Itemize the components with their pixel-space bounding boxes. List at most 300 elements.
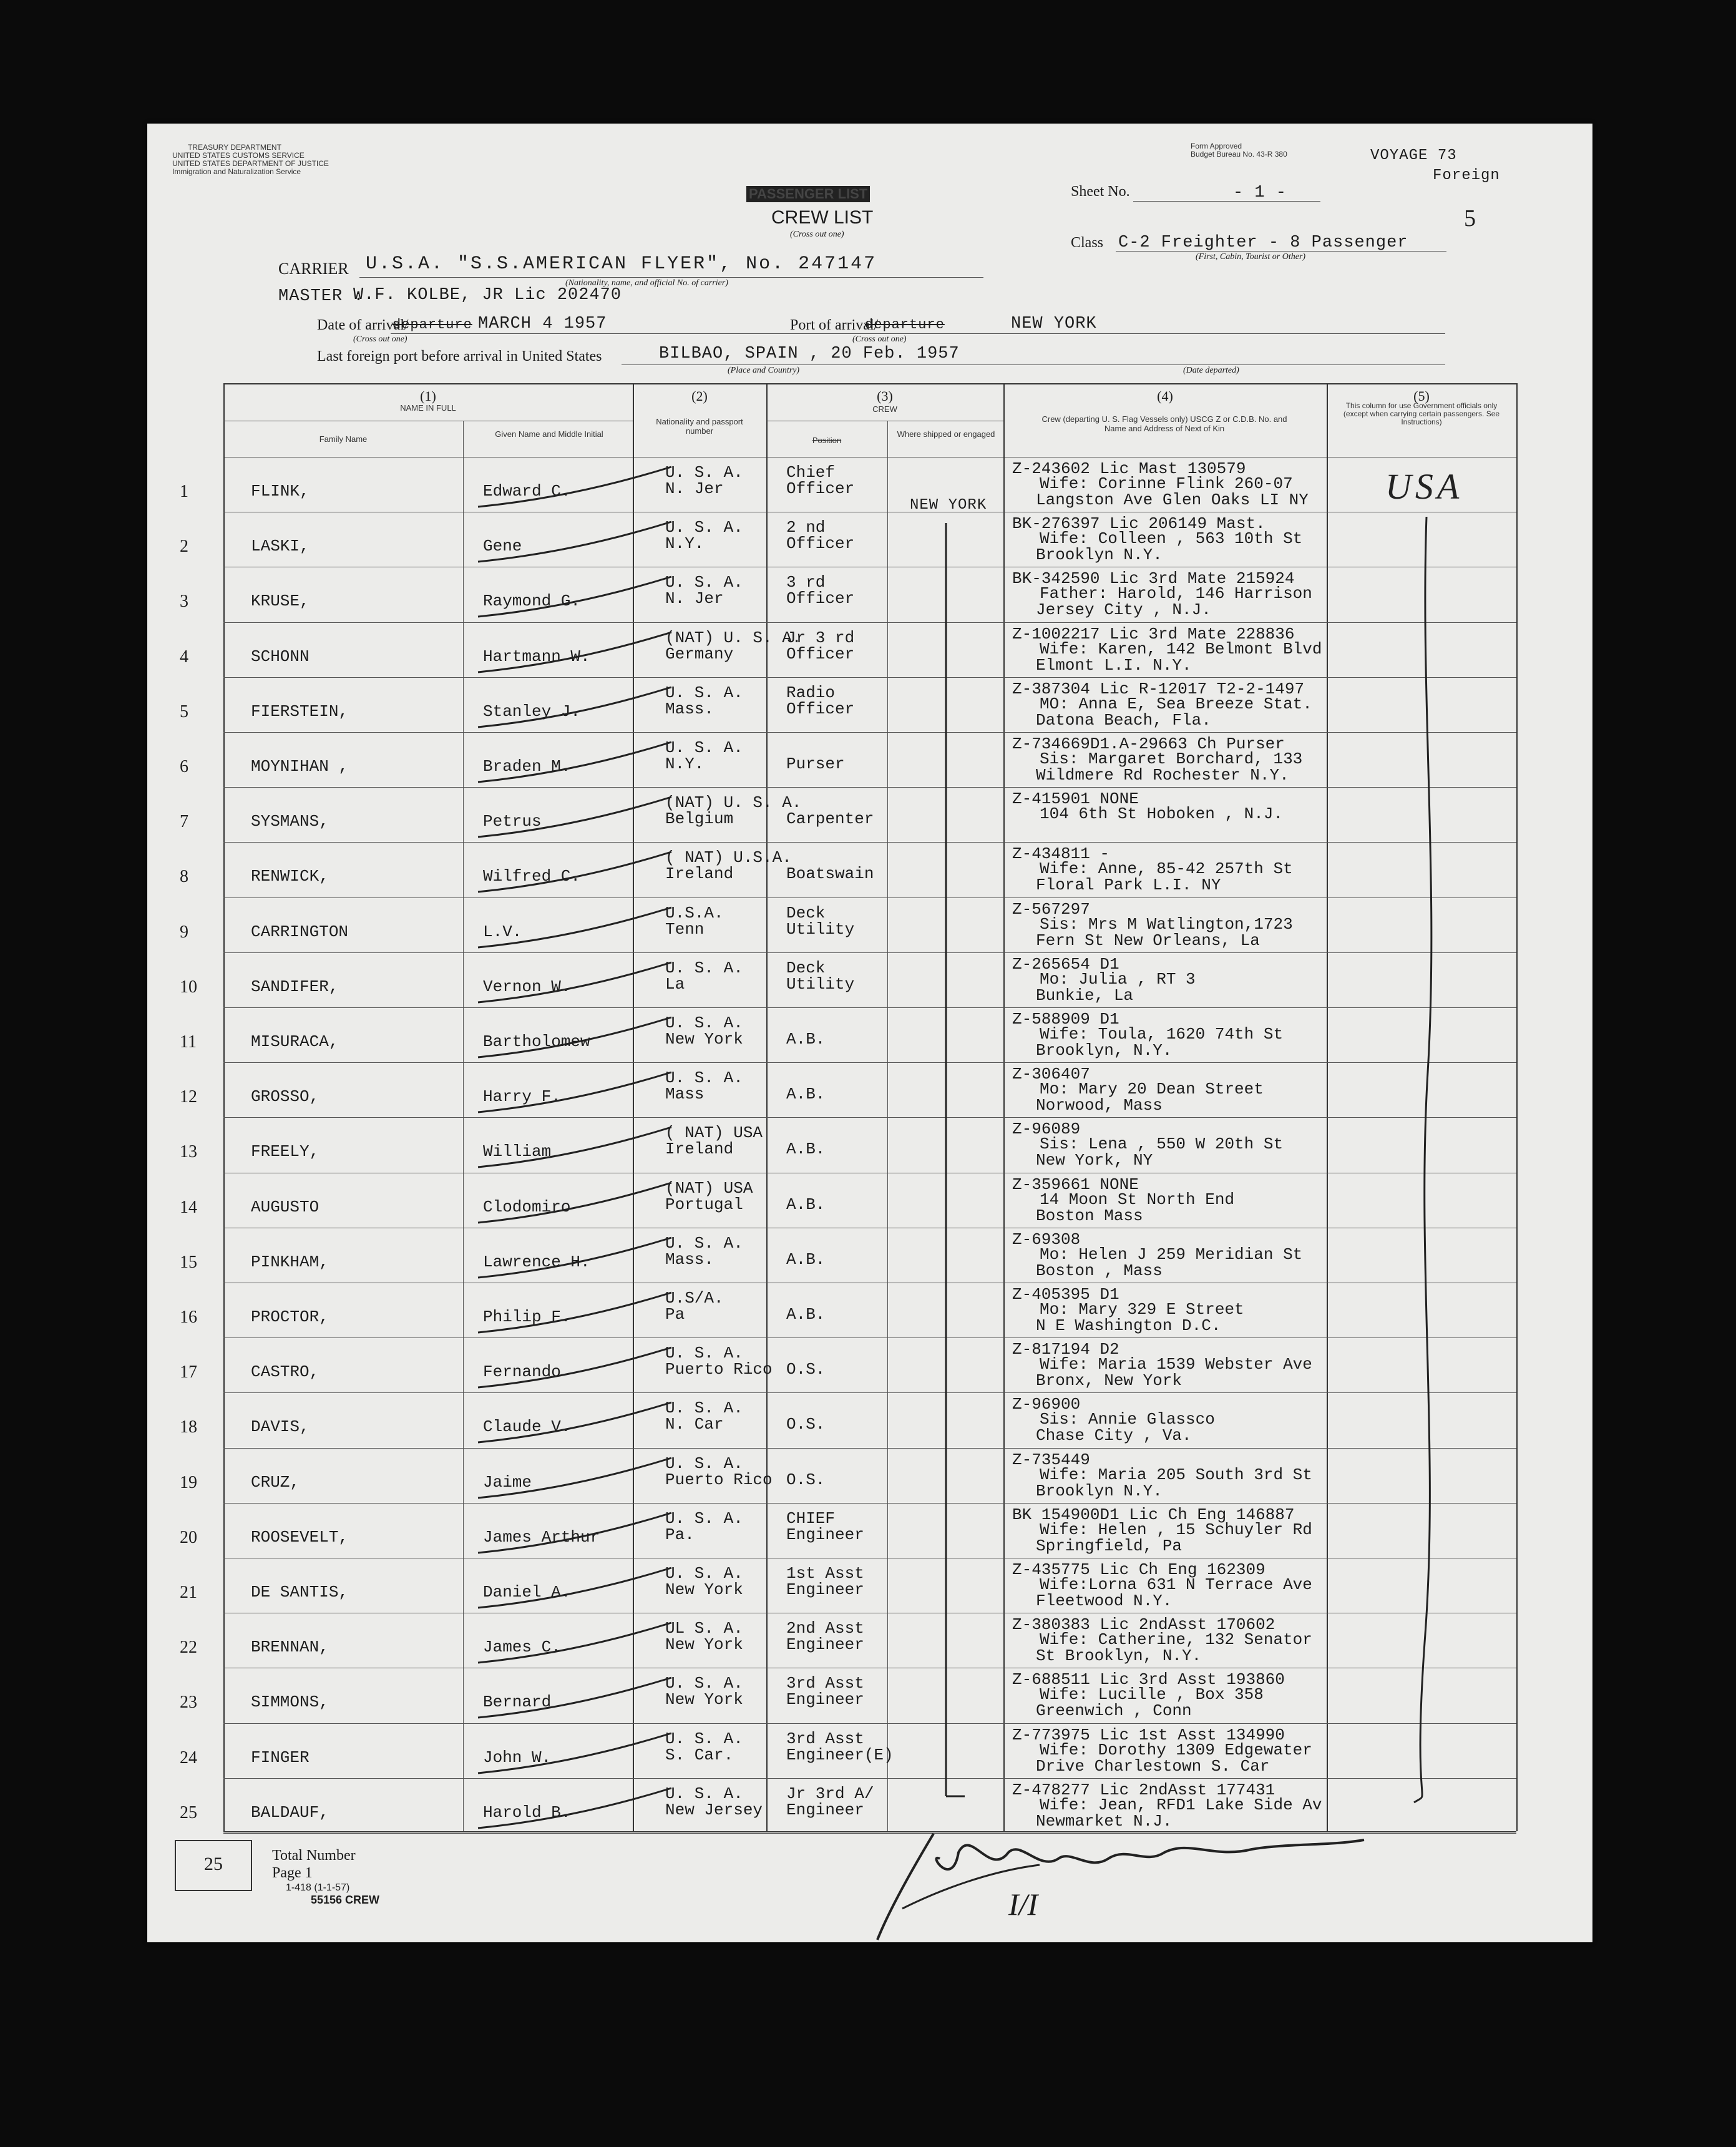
- given-name: Daniel A.: [483, 1583, 571, 1602]
- row-divider: [223, 1723, 1516, 1724]
- nationality: U. S. A.: [665, 1674, 743, 1693]
- given-name: James Arthur: [483, 1527, 600, 1547]
- cross-out-hint-date: (Cross out one): [353, 335, 407, 344]
- passport-country: Ireland: [665, 864, 734, 884]
- position: Engineer: [786, 1525, 864, 1544]
- given-name: Vernon W.: [483, 977, 571, 996]
- passport-country: New York: [665, 1690, 743, 1709]
- next-of-kin-line: Sis: Annie Glassco: [1040, 1410, 1215, 1429]
- family-name: AUGUSTO: [251, 1197, 319, 1216]
- next-of-kin-line: 104 6th St Hoboken , N.J.: [1040, 805, 1284, 824]
- row-number: 22: [180, 1638, 197, 1658]
- position: A.B.: [786, 1030, 826, 1049]
- nationality: (NAT) U. S. A.: [665, 793, 802, 813]
- nationality: ( NAT) U.S.A.: [665, 848, 792, 868]
- next-of-kin-line: Brooklyn N.Y.: [1036, 1481, 1163, 1500]
- agency-line: UNITED STATES CUSTOMS SERVICE: [172, 151, 305, 160]
- next-of-kin-line: Z-243602 Lic Mast 130579: [1012, 459, 1246, 478]
- next-of-kin-line: Fleetwood N.Y.: [1036, 1592, 1173, 1610]
- last-port-label: Last foreign port before arrival in United States: [317, 348, 602, 364]
- nationality: U. S. A.: [665, 1233, 743, 1253]
- position-line: Deck: [786, 903, 826, 922]
- nationality: U. S. A.: [665, 1509, 743, 1528]
- next-of-kin-line: Springfield, Pa: [1036, 1536, 1183, 1555]
- next-of-kin-line: Wife: Jean, RFD1 Lake Side Av: [1040, 1795, 1322, 1814]
- given-name: Petrus: [483, 812, 542, 831]
- form-approved-line: Form Approved: [1191, 142, 1242, 150]
- given-name: Edward C.: [483, 482, 571, 501]
- position-line: Jr 3 rd: [786, 628, 855, 647]
- given-name: William: [483, 1142, 552, 1162]
- next-of-kin-line: Datona Beach, Fla.: [1036, 710, 1211, 730]
- col1-number: (1): [420, 388, 436, 404]
- form-approved-line: Budget Bureau No. 43-R 380: [1191, 150, 1287, 159]
- row-divider: [223, 1007, 1516, 1008]
- passport-country: S. Car.: [665, 1745, 734, 1764]
- family-name: CASTRO,: [251, 1362, 319, 1382]
- class-label: Class: [1071, 235, 1104, 251]
- agency-header: [172, 143, 329, 176]
- next-of-kin-line: Mo: Helen J 259 Meridian St: [1040, 1245, 1303, 1264]
- position: Officer: [786, 644, 855, 663]
- col4-title: Crew (departing U. S. Flag Vessels only) USCG Z or C.D.B. No. and Name and Address of Next of Kin: [1041, 414, 1287, 433]
- passport-country: N.Y.: [665, 534, 705, 554]
- ditto-line: [934, 523, 971, 1809]
- nationality: U. S. A.: [665, 1399, 743, 1418]
- row-divider: [223, 1392, 1516, 1393]
- family-name: CRUZ,: [251, 1472, 300, 1492]
- passport-country: Puerto Rico: [665, 1470, 773, 1489]
- row-divider: [223, 1117, 1516, 1118]
- passport-country: New York: [665, 1580, 743, 1599]
- family-name: FLINK,: [251, 482, 310, 501]
- position: Officer: [786, 534, 855, 554]
- family-name: RENWICK,: [251, 867, 329, 886]
- next-of-kin-line: Bronx, New York: [1036, 1371, 1183, 1391]
- family-name: LASKI,: [251, 537, 310, 556]
- row-number: 14: [180, 1197, 197, 1217]
- row-number: 15: [180, 1252, 197, 1272]
- arrival-date: MARCH 4 1957: [478, 315, 607, 333]
- next-of-kin-line: Wife: Helen , 15 Schuyler Rd: [1040, 1520, 1312, 1539]
- given-name: Raymond G.: [483, 592, 581, 611]
- position-line: 3rd Asst: [786, 1729, 864, 1748]
- sheet-number: - 1 -: [1233, 183, 1287, 202]
- position: Officer: [786, 589, 855, 609]
- agency-line: Immigration and Naturalization Service: [172, 167, 301, 176]
- row-divider: [223, 952, 1516, 953]
- row-number: 25: [180, 1802, 197, 1822]
- col2-title: Nationality and passport number: [656, 417, 743, 436]
- position-line: Deck: [786, 958, 826, 977]
- sheet-label: Sheet No.: [1071, 183, 1130, 200]
- next-of-kin-line: BK-276397 Lic 206149 Mast.: [1012, 514, 1265, 534]
- position: A.B.: [786, 1305, 826, 1324]
- next-of-kin-line: Newmarket N.J.: [1036, 1811, 1173, 1831]
- row-number: 4: [180, 647, 188, 667]
- passport-country: La: [665, 974, 685, 994]
- next-of-kin-line: Wife: Colleen , 563 10th St: [1040, 529, 1303, 549]
- next-of-kin-line: Z-817194 D2: [1012, 1340, 1119, 1359]
- position: Engineer(E): [786, 1745, 894, 1764]
- next-of-kin-line: Wife: Karen, 142 Belmont Blvd: [1040, 639, 1322, 658]
- date-label: Date of arrival/: [317, 317, 409, 333]
- carrier-hint: (Nationality, name, and official No. of carrier): [565, 278, 728, 288]
- given-name: L.V.: [483, 922, 522, 941]
- next-of-kin-line: Z-359661 NONE: [1012, 1175, 1139, 1194]
- given-name: Fernando: [483, 1362, 561, 1382]
- passport-country: Puerto Rico: [665, 1360, 773, 1379]
- row-number: 6: [180, 757, 188, 776]
- row-divider: [223, 677, 1516, 678]
- next-of-kin-line: Father: Harold, 146 Harrison: [1040, 584, 1312, 604]
- next-of-kin-line: Sis: Lena , 550 W 20th St: [1040, 1135, 1284, 1154]
- next-of-kin-line: Chase City , Va.: [1036, 1426, 1192, 1445]
- row-number: 16: [180, 1308, 197, 1327]
- next-of-kin-line: Z-96089: [1012, 1120, 1081, 1139]
- date-crossed: departure: [393, 317, 472, 333]
- next-of-kin-line: Drive Charlestown S. Car: [1036, 1756, 1270, 1776]
- col1-title: NAME IN FULL: [400, 403, 456, 413]
- next-of-kin-line: Wife: Catherine, 132 Senator: [1040, 1630, 1312, 1650]
- row-number: 20: [180, 1527, 197, 1547]
- nationality: U. S. A.: [665, 683, 743, 702]
- passport-country: N.Y.: [665, 755, 705, 773]
- next-of-kin-line: Z-1002217 Lic 3rd Mate 228836: [1012, 624, 1295, 643]
- next-of-kin-line: BK-342590 Lic 3rd Mate 215924: [1012, 569, 1295, 589]
- row-divider: [223, 842, 1516, 843]
- next-of-kin-line: Z-588909 D1: [1012, 1010, 1119, 1029]
- family-name: DE SANTIS,: [251, 1583, 349, 1602]
- next-of-kin-line: Wife: Maria 1539 Webster Ave: [1040, 1355, 1312, 1374]
- family-name: MOYNIHAN ,: [251, 757, 349, 776]
- next-of-kin-line: New York, NY: [1036, 1151, 1153, 1170]
- position: Utility: [786, 974, 855, 994]
- position: Boatswain: [786, 864, 874, 884]
- given-name: Clodomiro: [483, 1197, 571, 1216]
- family-name: MISURACA,: [251, 1032, 339, 1051]
- form-title: CREW LIST: [771, 207, 874, 228]
- page-number: 5: [1464, 205, 1476, 232]
- position-line: Radio: [786, 683, 836, 702]
- passport-country: N. Jer: [665, 589, 724, 609]
- passport-country: Belgium: [665, 809, 734, 829]
- passport-country: N. Jer: [665, 479, 724, 498]
- next-of-kin-line: Z-415901 NONE: [1012, 790, 1139, 809]
- next-of-kin-line: Z-96900: [1012, 1395, 1081, 1414]
- family-name: DAVIS,: [251, 1417, 310, 1437]
- position-line: Chief: [786, 463, 836, 482]
- voyage-type: Foreign: [1433, 167, 1500, 184]
- passport-country: Mass.: [665, 699, 714, 718]
- row-number: 12: [180, 1087, 197, 1107]
- col3-title: CREW: [872, 404, 897, 414]
- cross-out-hint-port: (Cross out one): [852, 335, 907, 344]
- passport-country: Germany: [665, 644, 734, 663]
- given-name: Bernard: [483, 1693, 552, 1712]
- next-of-kin-line: Langston Ave Glen Oaks LI NY: [1036, 491, 1309, 509]
- position-line: 3 rd: [786, 573, 826, 592]
- family-name: PINKHAM,: [251, 1252, 329, 1271]
- position-line: 3rd Asst: [786, 1674, 864, 1693]
- next-of-kin-line: Wife: Lucille , Box 358: [1040, 1685, 1264, 1704]
- position-line: 2nd Asst: [786, 1619, 864, 1638]
- row-number: 1: [180, 482, 188, 501]
- row-number: 13: [180, 1142, 197, 1162]
- agency-line: TREASURY DEPARTMENT: [188, 143, 281, 152]
- next-of-kin-line: N E Washington D.C.: [1036, 1316, 1221, 1335]
- row-number: 10: [180, 977, 197, 997]
- passport-country: New York: [665, 1030, 743, 1049]
- col1b-header: Given Name and Middle Initial: [495, 429, 603, 439]
- given-name: Lawrence H.: [483, 1252, 590, 1271]
- family-name: KRUSE,: [251, 592, 310, 611]
- next-of-kin-line: Mo: Mary 329 E Street: [1040, 1300, 1244, 1319]
- given-name: Bartholomew: [483, 1032, 590, 1051]
- family-name: SCHONN: [251, 647, 310, 666]
- position: Engineer: [786, 1690, 864, 1709]
- nationality: ( NAT) USA: [665, 1123, 763, 1143]
- crew-list-document: [147, 124, 1592, 1942]
- row-divider: [223, 1778, 1516, 1779]
- row-number: 2: [180, 537, 188, 557]
- nationality: (NAT) USA: [665, 1178, 753, 1198]
- next-of-kin-line: Boston Mass: [1036, 1206, 1143, 1225]
- next-of-kin-line: Z-478277 Lic 2ndAsst 177431: [1012, 1780, 1275, 1799]
- column5-ditto-stroke: [1389, 511, 1464, 1809]
- position: A.B.: [786, 1085, 826, 1104]
- nationality: U.S/A.: [665, 1289, 724, 1308]
- next-of-kin-line: Z-735449: [1012, 1450, 1090, 1469]
- position: Officer: [786, 699, 855, 718]
- class-value: C-2 Freighter - 8 Passenger: [1118, 233, 1408, 252]
- family-name: CARRINGTON: [251, 922, 349, 941]
- family-name: SIMMONS,: [251, 1693, 329, 1712]
- col3-number: (3): [877, 388, 893, 404]
- family-name: SANDIFER,: [251, 977, 339, 996]
- given-name: Claude V.: [483, 1417, 571, 1437]
- next-of-kin-line: Floral Park L.I. NY: [1036, 876, 1221, 895]
- family-name: FIERSTEIN,: [251, 702, 349, 721]
- given-name: Harry F.: [483, 1087, 561, 1107]
- row-number: 24: [180, 1748, 197, 1768]
- row-divider: [223, 1833, 1516, 1834]
- nationality: U. S. A.: [665, 1344, 743, 1363]
- row-divider: [223, 1503, 1516, 1504]
- next-of-kin-line: MO: Anna E, Sea Breeze Stat.: [1040, 694, 1312, 713]
- next-of-kin-line: Brooklyn, N.Y.: [1036, 1041, 1173, 1060]
- next-of-kin-line: Z-773975 Lic 1st Asst 134990: [1012, 1725, 1285, 1744]
- passport-country: Mass.: [665, 1250, 714, 1269]
- col4-number: (4): [1157, 388, 1173, 404]
- next-of-kin-line: Boston , Mass: [1036, 1261, 1163, 1280]
- next-of-kin-line: Z-567297: [1012, 899, 1090, 919]
- row-number: 23: [180, 1693, 197, 1713]
- next-of-kin-line: Z-734669D1.A-29663 Ch Purser: [1012, 735, 1285, 753]
- next-of-kin-line: Mo: Mary 20 Dean Street: [1040, 1080, 1264, 1099]
- row-number: 8: [180, 867, 188, 887]
- nationality: UL S. A.: [665, 1619, 743, 1638]
- agency-line: UNITED STATES DEPARTMENT OF JUSTICE: [172, 159, 329, 168]
- passport-country: Portugal: [665, 1195, 743, 1214]
- given-name: Harold B.: [483, 1802, 571, 1822]
- total-label: Total Number: [272, 1847, 356, 1864]
- next-of-kin-line: 14 Moon St North End: [1040, 1190, 1235, 1209]
- position: Carpenter: [786, 809, 874, 829]
- family-name: BALDAUF,: [251, 1802, 329, 1822]
- next-of-kin-line: Norwood, Mass: [1036, 1096, 1163, 1115]
- passport-country: Pa: [665, 1305, 685, 1324]
- port-crossed: departure: [865, 317, 945, 333]
- row-divider: [223, 1062, 1516, 1063]
- position: O.S.: [786, 1415, 826, 1434]
- next-of-kin-line: Z-306407: [1012, 1065, 1090, 1084]
- arrival-port: NEW YORK: [1011, 315, 1097, 333]
- next-of-kin-line: Wife: Maria 205 South 3rd St: [1040, 1465, 1312, 1484]
- next-of-kin-line: Wildmere Rd Rochester N.Y.: [1036, 766, 1289, 785]
- row-number: 17: [180, 1362, 197, 1382]
- given-name: Hartmann W.: [483, 647, 590, 666]
- family-name: SYSMANS,: [251, 812, 329, 831]
- col3b-header: Where shipped or engaged: [897, 429, 995, 439]
- row-divider: [223, 732, 1516, 733]
- passport-country: New Jersey: [665, 1800, 763, 1819]
- position: Engineer: [786, 1635, 864, 1655]
- signature-initials: I/I: [1008, 1887, 1038, 1922]
- family-name: FINGER: [251, 1748, 310, 1767]
- nationality: U. S. A.: [665, 1014, 743, 1032]
- family-name: GROSSO,: [251, 1087, 319, 1107]
- nationality: U. S. A.: [665, 1729, 743, 1748]
- next-of-kin-line: Z-69308: [1012, 1230, 1081, 1249]
- nationality: U. S. A.: [665, 1564, 743, 1583]
- next-of-kin-line: Z-688511 Lic 3rd Asst 193860: [1012, 1670, 1285, 1690]
- position-line: Jr 3rd A/: [786, 1784, 874, 1803]
- next-of-kin-line: Z-434811 -: [1012, 844, 1110, 864]
- family-name: BRENNAN,: [251, 1638, 329, 1657]
- position: A.B.: [786, 1195, 826, 1214]
- passport-country: Tenn: [665, 919, 705, 939]
- nationality: U. S. A.: [665, 1784, 743, 1803]
- row-divider: [223, 622, 1516, 623]
- next-of-kin-line: Z-387304 Lic R-12017 T2-2-1497: [1012, 679, 1305, 698]
- nationality: U. S. A.: [665, 463, 743, 482]
- given-name: Braden M.: [483, 757, 571, 776]
- next-of-kin-line: Wife: Anne, 85-42 257th St: [1040, 859, 1293, 879]
- form-approved: [1191, 142, 1287, 159]
- next-of-kin-line: Greenwich , Conn: [1036, 1701, 1192, 1721]
- position: Engineer: [786, 1580, 864, 1599]
- given-name: John W.: [483, 1748, 552, 1767]
- family-name: ROOSEVELT,: [251, 1527, 349, 1547]
- passport-country: Pa.: [665, 1525, 695, 1544]
- nationality: U. S. A.: [665, 1069, 743, 1088]
- given-name: James C.: [483, 1638, 561, 1657]
- next-of-kin-line: Elmont L.I. N.Y.: [1036, 655, 1192, 675]
- next-of-kin-line: Wife:Lorna 631 N Terrace Ave: [1040, 1575, 1312, 1594]
- voyage-number: VOYAGE 73: [1370, 147, 1457, 164]
- cross-out-hint: (Cross out one): [790, 230, 844, 239]
- nationality: U. S. A.: [665, 1454, 743, 1473]
- family-name: PROCTOR,: [251, 1308, 329, 1326]
- next-of-kin-line: Fern St New Orleans, La: [1036, 931, 1260, 950]
- total-number: 25: [204, 1854, 223, 1874]
- carrier-value: U.S.A. "S.S.AMERICAN FLYER", No. 247147: [366, 253, 877, 275]
- position-line: 2 nd: [786, 518, 826, 537]
- col5-title: This column for use Government officials only (except when carrying certain passengers. See Instructions): [1343, 401, 1500, 426]
- next-of-kin-line: Sis: Mrs M Watlington,1723: [1040, 914, 1293, 934]
- col3a-header: Position: [812, 436, 842, 445]
- passport-country: Mass: [665, 1085, 705, 1104]
- given-name: Stanley J.: [483, 702, 581, 721]
- nationality: U. S. A.: [665, 738, 743, 757]
- next-of-kin-line: Wife: Corinne Flink 260-07: [1040, 474, 1293, 493]
- next-of-kin-line: Jersey City , N.J.: [1036, 600, 1211, 620]
- position-line: 1st Asst: [786, 1564, 864, 1583]
- next-of-kin-line: Bunkie, La: [1036, 985, 1134, 1005]
- position: A.B.: [786, 1250, 826, 1269]
- position: Engineer: [786, 1800, 864, 1819]
- row-divider: [223, 897, 1516, 898]
- family-name: FREELY,: [251, 1142, 319, 1162]
- column5-usa-note: USA: [1385, 466, 1463, 507]
- position-line: CHIEF: [786, 1509, 836, 1528]
- form-number: 1-418 (1-1-57): [286, 1882, 350, 1893]
- next-of-kin-line: Brooklyn N.Y.: [1036, 545, 1163, 565]
- row-number: 5: [180, 702, 188, 721]
- next-of-kin-line: Z-265654 D1: [1012, 954, 1119, 974]
- next-of-kin-line: Wife: Dorothy 1309 Edgewater: [1040, 1740, 1312, 1759]
- col5-number: (5): [1413, 388, 1430, 404]
- row-number: 11: [180, 1032, 197, 1052]
- row-divider: [223, 1448, 1516, 1449]
- next-of-kin-line: St Brooklyn, N.Y.: [1036, 1646, 1202, 1666]
- crew-code: 55156 CREW: [311, 1894, 380, 1906]
- passport-country: New York: [665, 1635, 743, 1655]
- col2-number: (2): [691, 388, 708, 404]
- next-of-kin-line: BK 154900D1 Lic Ch Eng 146887: [1012, 1505, 1295, 1524]
- row-number: 19: [180, 1472, 197, 1492]
- row-number: 7: [180, 812, 188, 832]
- passport-country: Ireland: [665, 1140, 734, 1159]
- next-of-kin-line: Mo: Julia , RT 3: [1040, 969, 1196, 989]
- signature-image: [865, 1811, 1414, 1952]
- crossed-out-title: PASSENGER LIST: [746, 186, 870, 202]
- where-shipped: NEW YORK: [910, 497, 987, 514]
- position: O.S.: [786, 1360, 826, 1379]
- passport-country: N. Car: [665, 1415, 724, 1434]
- date-departed-hint: (Date departed): [1183, 366, 1239, 375]
- nationality: U. S. A.: [665, 518, 743, 537]
- next-of-kin-line: Wife: Toula, 1620 74th St: [1040, 1025, 1284, 1044]
- given-name: Philip F.: [483, 1308, 571, 1326]
- position: Purser: [786, 755, 845, 773]
- last-port-value: BILBAO, SPAIN , 20 Feb. 1957: [659, 345, 960, 363]
- place-country-hint: (Place and Country): [728, 366, 800, 375]
- row-number: 18: [180, 1417, 197, 1437]
- position: Officer: [786, 479, 855, 498]
- next-of-kin-line: Z-380383 Lic 2ndAsst 170602: [1012, 1615, 1275, 1635]
- port-label: Port of arrival/: [790, 317, 879, 333]
- row-number: 3: [180, 592, 188, 612]
- position: Utility: [786, 919, 855, 939]
- next-of-kin-line: Sis: Margaret Borchard, 133: [1040, 750, 1303, 768]
- class-hint: (First, Cabin, Tourist or Other): [1196, 252, 1306, 262]
- given-name: Jaime: [483, 1472, 532, 1492]
- given-name: Wilfred C.: [483, 867, 581, 886]
- nationality: (NAT) U. S. A.: [665, 628, 802, 647]
- col1a-header: Family Name: [319, 434, 368, 444]
